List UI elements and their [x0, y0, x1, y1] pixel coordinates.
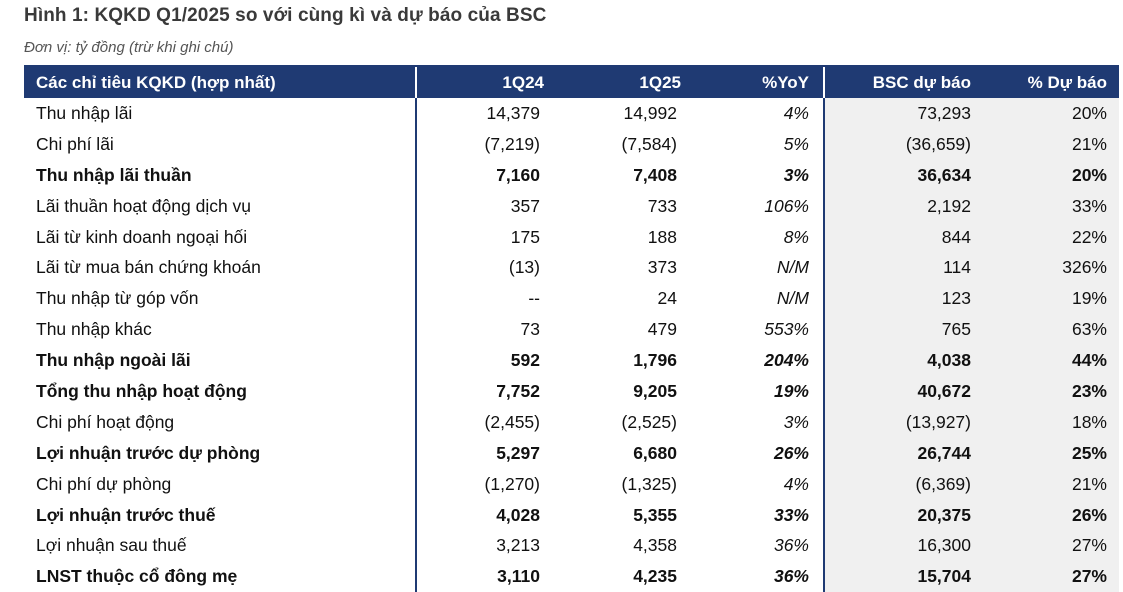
cell-bsc-forecast: 4,038 — [824, 345, 977, 376]
column-header-1q24: 1Q24 — [416, 66, 550, 98]
cell-forecast-pct: 19% — [977, 283, 1119, 314]
column-header-bsc-forecast: BSC dự báo — [824, 66, 977, 98]
cell-1q25: 733 — [647, 195, 677, 216]
table-row — [24, 345, 1119, 376]
table-row — [24, 129, 1119, 160]
cell-1q24: 73 — [520, 319, 540, 340]
table-row — [24, 283, 1119, 314]
cell-bsc-forecast: 123 — [824, 283, 977, 314]
cell-1q25: 4,235 — [633, 566, 677, 587]
cell-yoy: 5% — [783, 133, 809, 154]
cell-1q25: (1,325) — [621, 473, 677, 494]
row-label: Lãi thuần hoạt động dịch vụ — [24, 191, 416, 222]
cell-forecast-pct: 22% — [977, 222, 1119, 253]
cell-1q24: (7,219) — [484, 133, 540, 154]
row-label: Lãi từ mua bán chứng khoán — [24, 252, 416, 283]
table-body — [24, 98, 1119, 592]
cell-1q24: 7,752 — [496, 380, 540, 401]
figure-title: Hình 1: KQKD Q1/2025 so với cùng kì và dự báo của BSC — [24, 5, 547, 26]
row-label: Lợi nhuận trước dự phòng — [24, 438, 416, 469]
table-row — [24, 500, 1119, 531]
cell-forecast-pct: 26% — [977, 500, 1119, 531]
cell-forecast-pct: 63% — [977, 314, 1119, 345]
cell-yoy: 19% — [773, 380, 809, 401]
cell-yoy: N/M — [776, 288, 809, 309]
cell-forecast-pct: 44% — [977, 345, 1119, 376]
cell-forecast-pct: 20% — [977, 98, 1119, 129]
cell-bsc-forecast: 2,192 — [824, 191, 977, 222]
table-row — [24, 160, 1119, 191]
row-label: Lợi nhuận sau thuế — [24, 530, 416, 561]
row-label: Chi phí lãi — [24, 129, 416, 160]
cell-bsc-forecast: 16,300 — [824, 530, 977, 561]
table-row — [24, 438, 1119, 469]
cell-forecast-pct: 18% — [977, 407, 1119, 438]
row-label: Thu nhập ngoài lãi — [24, 345, 416, 376]
table-row — [24, 407, 1119, 438]
row-label: Thu nhập khác — [24, 314, 416, 345]
cell-yoy: 3% — [783, 164, 809, 185]
cell-forecast-pct: 27% — [977, 561, 1119, 592]
cell-forecast-pct: 33% — [977, 191, 1119, 222]
cell-1q24: 175 — [510, 226, 540, 247]
row-label: Tổng thu nhập hoạt động — [24, 376, 416, 407]
column-header-1q25: 1Q25 — [550, 66, 687, 98]
cell-1q24: (13) — [508, 257, 540, 278]
cell-1q24: 357 — [510, 195, 540, 216]
row-label: Thu nhập lãi — [24, 98, 416, 129]
cell-1q24: 14,379 — [486, 102, 540, 123]
cell-bsc-forecast: (36,659) — [824, 129, 977, 160]
cell-forecast-pct: 21% — [977, 469, 1119, 500]
cell-yoy: 106% — [764, 195, 809, 216]
table-row — [24, 98, 1119, 129]
cell-yoy: 26% — [773, 442, 809, 463]
cell-1q25: 7,408 — [633, 164, 677, 185]
cell-bsc-forecast: 73,293 — [824, 98, 977, 129]
row-label: Chi phí hoạt động — [24, 407, 416, 438]
row-label: LNST thuộc cổ đông mẹ — [24, 561, 416, 592]
cell-1q24: 7,160 — [496, 164, 540, 185]
table-row — [24, 530, 1119, 561]
cell-yoy: 3% — [783, 411, 809, 432]
cell-1q25: 14,992 — [623, 102, 677, 123]
cell-1q25: 4,358 — [633, 535, 677, 556]
cell-1q25: 373 — [647, 257, 677, 278]
column-header-forecast-pct: % Dự báo — [977, 66, 1119, 98]
cell-bsc-forecast: (6,369) — [824, 469, 977, 500]
cell-bsc-forecast: 40,672 — [824, 376, 977, 407]
table-row — [24, 222, 1119, 253]
cell-yoy: 36% — [773, 566, 809, 587]
cell-yoy: N/M — [776, 257, 809, 278]
cell-bsc-forecast: (13,927) — [824, 407, 977, 438]
cell-forecast-pct: 326% — [977, 252, 1119, 283]
cell-bsc-forecast: 26,744 — [824, 438, 977, 469]
results-table — [24, 65, 1119, 592]
column-header-yoy: %YoY — [687, 66, 824, 98]
table-row — [24, 191, 1119, 222]
cell-1q25: (2,525) — [621, 411, 677, 432]
table-row — [24, 376, 1119, 407]
cell-1q24: -- — [528, 288, 540, 309]
cell-1q25: 9,205 — [633, 380, 677, 401]
cell-1q24: 4,028 — [496, 504, 540, 525]
cell-yoy: 33% — [773, 504, 809, 525]
cell-1q25: 5,355 — [633, 504, 677, 525]
cell-1q25: 188 — [647, 226, 677, 247]
cell-yoy: 4% — [783, 102, 809, 123]
cell-1q24: 3,110 — [497, 566, 540, 587]
cell-bsc-forecast: 114 — [824, 252, 977, 283]
column-header-indicator: Các chỉ tiêu KQKD (hợp nhất) — [24, 66, 416, 98]
cell-1q24: (1,270) — [484, 473, 540, 494]
cell-1q25: 1,796 — [633, 350, 677, 371]
cell-bsc-forecast: 844 — [824, 222, 977, 253]
cell-1q24: (2,455) — [484, 411, 540, 432]
cell-yoy: 553% — [764, 319, 809, 340]
cell-1q25: 6,680 — [633, 442, 677, 463]
cell-forecast-pct: 20% — [977, 160, 1119, 191]
cell-yoy: 36% — [773, 535, 809, 556]
table-row — [24, 314, 1119, 345]
cell-yoy: 204% — [764, 350, 809, 371]
cell-1q24: 3,213 — [496, 535, 540, 556]
cell-yoy: 8% — [783, 226, 809, 247]
cell-1q24: 592 — [510, 350, 540, 371]
cell-bsc-forecast: 765 — [824, 314, 977, 345]
cell-1q25: (7,584) — [621, 133, 677, 154]
table-row — [24, 252, 1119, 283]
cell-forecast-pct: 25% — [977, 438, 1119, 469]
row-label: Lãi từ kinh doanh ngoại hối — [24, 222, 416, 253]
cell-forecast-pct: 21% — [977, 129, 1119, 160]
unit-note: Đơn vị: tỷ đồng (trừ khi ghi chú) — [24, 39, 234, 56]
cell-1q25: 479 — [647, 319, 677, 340]
cell-forecast-pct: 23% — [977, 376, 1119, 407]
row-label: Chi phí dự phòng — [24, 469, 416, 500]
cell-1q24: 5,297 — [496, 442, 540, 463]
table-row — [24, 469, 1119, 500]
row-label: Lợi nhuận trước thuế — [24, 500, 416, 531]
row-label: Thu nhập từ góp vốn — [24, 283, 416, 314]
cell-bsc-forecast: 15,704 — [824, 561, 977, 592]
table-row — [24, 561, 1119, 592]
cell-1q25: 24 — [657, 288, 677, 309]
table-header-row — [24, 66, 1119, 98]
row-label: Thu nhập lãi thuần — [24, 160, 416, 191]
cell-yoy: 4% — [783, 473, 809, 494]
cell-bsc-forecast: 20,375 — [824, 500, 977, 531]
cell-forecast-pct: 27% — [977, 530, 1119, 561]
cell-bsc-forecast: 36,634 — [824, 160, 977, 191]
